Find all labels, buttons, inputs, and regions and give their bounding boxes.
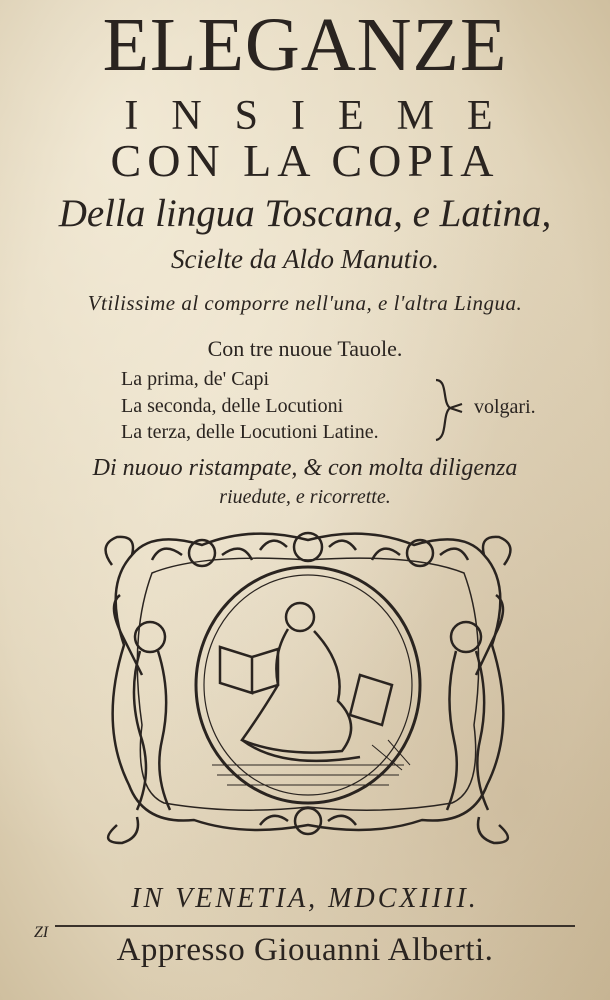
utility-line: Vtilissime al comporre nell'una, e l'altra Lingua.	[87, 291, 523, 315]
index-item-3: La terza, delle Locutioni Latine.	[121, 421, 379, 443]
index-item-1: La prima, de' Capi	[121, 368, 269, 390]
imprint-printer: Appresso Giouanni Alberti.	[116, 932, 494, 968]
author-line: Scielte da Aldo Manutio.	[171, 244, 439, 274]
revised-line: riuedute, e ricorrette.	[219, 486, 391, 508]
signature-mark: ZI	[34, 924, 49, 941]
subtitle-lingua: Della lingua Toscana, e Latina,	[58, 192, 552, 235]
imprint-place: IN VENETIA, MDCXIIII.	[131, 883, 479, 914]
title-insieme: INSIEME	[124, 93, 526, 139]
reprint-line: Di nuouo ristampate, & con molta diligenza	[92, 455, 518, 481]
title-con-la-copia: CON LA COPIA	[110, 135, 500, 186]
index-item-2: La seconda, delle Locutioni	[121, 395, 344, 417]
tables-heading: Con tre nuoue Tauole.	[207, 336, 403, 361]
curly-brace-icon	[428, 378, 468, 442]
title-eleganze: ELEGANZE	[102, 3, 508, 87]
imprint-rule	[55, 925, 575, 927]
woodcut-illustration	[92, 525, 524, 845]
index-suffix: volgari.	[474, 396, 536, 418]
